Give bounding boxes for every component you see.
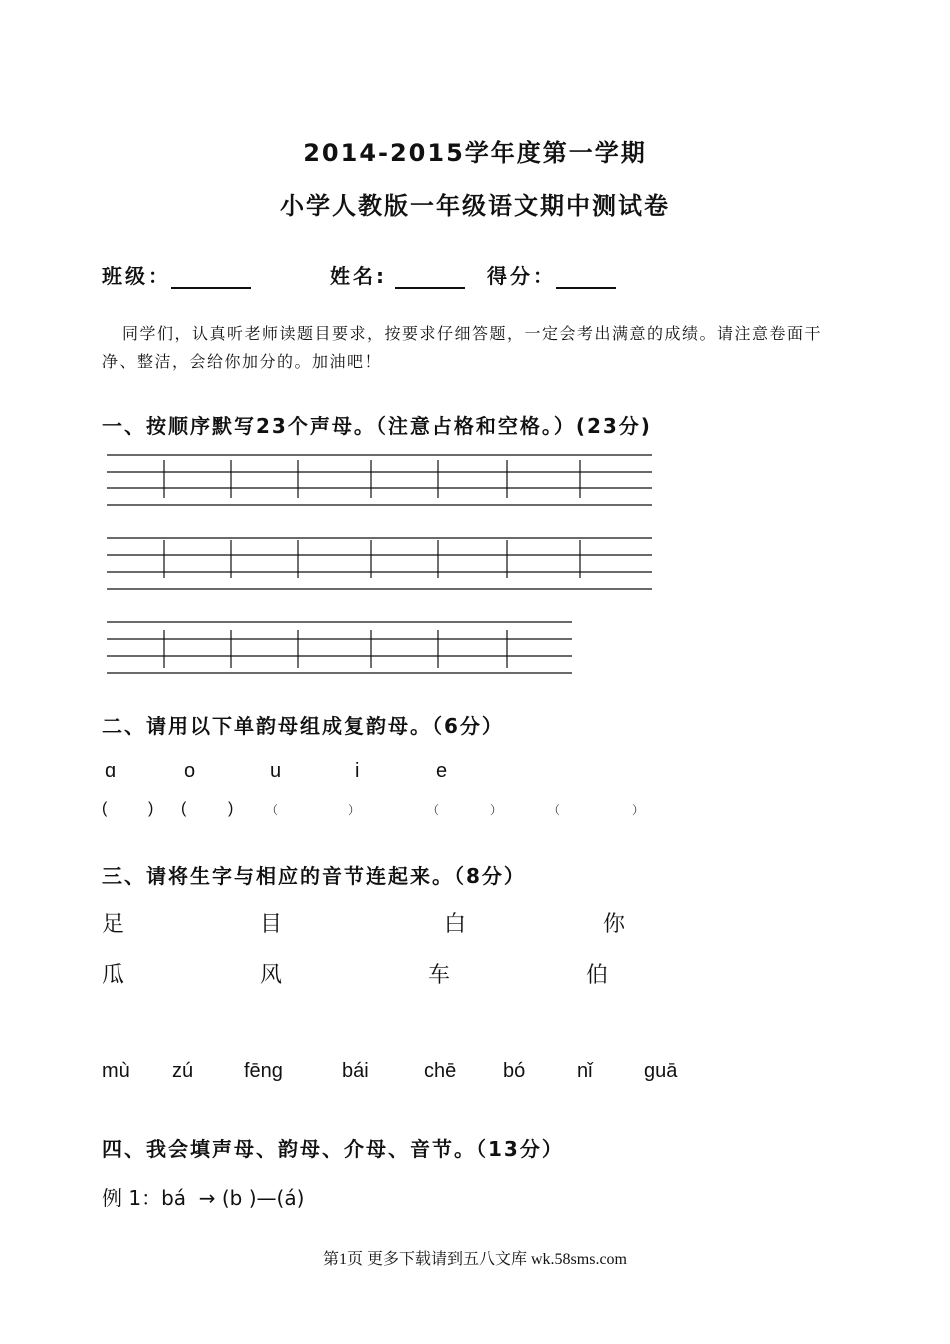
name-label: 姓名: bbox=[330, 264, 387, 288]
char-feng[interactable]: 风 bbox=[260, 963, 283, 988]
answer-paren-1-open: ( bbox=[102, 800, 108, 817]
char-mu[interactable]: 目 bbox=[260, 912, 283, 937]
exam-title-line1: 2014-2015学年度第一学期 bbox=[303, 139, 647, 167]
pinyin-gua[interactable]: ɡuā bbox=[644, 1060, 678, 1082]
char-che[interactable]: 车 bbox=[428, 963, 451, 988]
score-label: 得分： bbox=[487, 264, 556, 288]
intro-text: 同学们，认真听老师读题目要求，按要求仔细答题，一定会考出满意的成绩。请注意卷面干净、整洁，会给你加分的。加油吧！ bbox=[102, 324, 823, 371]
answer-paren-4-close: ） bbox=[490, 803, 503, 817]
char-bai[interactable]: 白 bbox=[444, 912, 467, 937]
class-label: 班级： bbox=[102, 264, 171, 288]
vowel-e: e bbox=[436, 760, 448, 782]
vowel-a: ɑ bbox=[105, 760, 117, 782]
pinyin-che[interactable]: chē bbox=[424, 1060, 457, 1082]
char-gua[interactable]: 瓜 bbox=[102, 963, 125, 988]
answer-paren-2-close: ) bbox=[228, 800, 234, 817]
exam-title-line2: 小学人教版一年级语文期中测试卷 bbox=[280, 192, 670, 220]
answer-paren-2-open: ( bbox=[181, 800, 187, 817]
answer-paren-5-open: （ bbox=[548, 803, 561, 817]
vowel-o: o bbox=[184, 760, 196, 782]
vowel-i: i bbox=[355, 760, 360, 782]
vowel-u: u bbox=[270, 760, 282, 782]
answer-paren-3-open: （ bbox=[266, 803, 279, 817]
question-1-title: 一、按顺序默写23个声母。（注意占格和空格。）(23分) bbox=[102, 414, 652, 438]
question-4-title: 四、我会填声母、韵母、介母、音节。（13分） bbox=[102, 1137, 564, 1161]
answer-paren-3-close: ） bbox=[348, 803, 361, 817]
pinyin-feng[interactable]: fēnɡ bbox=[244, 1060, 283, 1082]
page-footer: 第1页 更多下载请到五八文库 wk.58sms.com bbox=[322, 1251, 627, 1268]
char-ni[interactable]: 你 bbox=[603, 912, 626, 937]
pinyin-mu[interactable]: mù bbox=[102, 1060, 130, 1082]
pinyin-zu[interactable]: zú bbox=[172, 1060, 194, 1082]
pinyin-bai[interactable]: bái bbox=[342, 1060, 369, 1082]
question-2-title: 二、请用以下单韵母组成复韵母。（6分） bbox=[102, 714, 504, 738]
answer-paren-5-close: ） bbox=[632, 803, 645, 817]
answer-paren-4-open: （ bbox=[427, 803, 440, 817]
pinyin-ni[interactable]: nǐ bbox=[577, 1060, 593, 1082]
question-3-title: 三、请将生字与相应的音节连起来。（8分） bbox=[102, 864, 526, 888]
example-1: 例 1：bá → (b )—(á) bbox=[102, 1186, 305, 1210]
answer-paren-1-close: ) bbox=[148, 800, 154, 817]
char-zu[interactable]: 足 bbox=[102, 912, 125, 937]
pinyin-bo[interactable]: bó bbox=[503, 1060, 526, 1082]
char-bo[interactable]: 伯 bbox=[586, 963, 609, 988]
